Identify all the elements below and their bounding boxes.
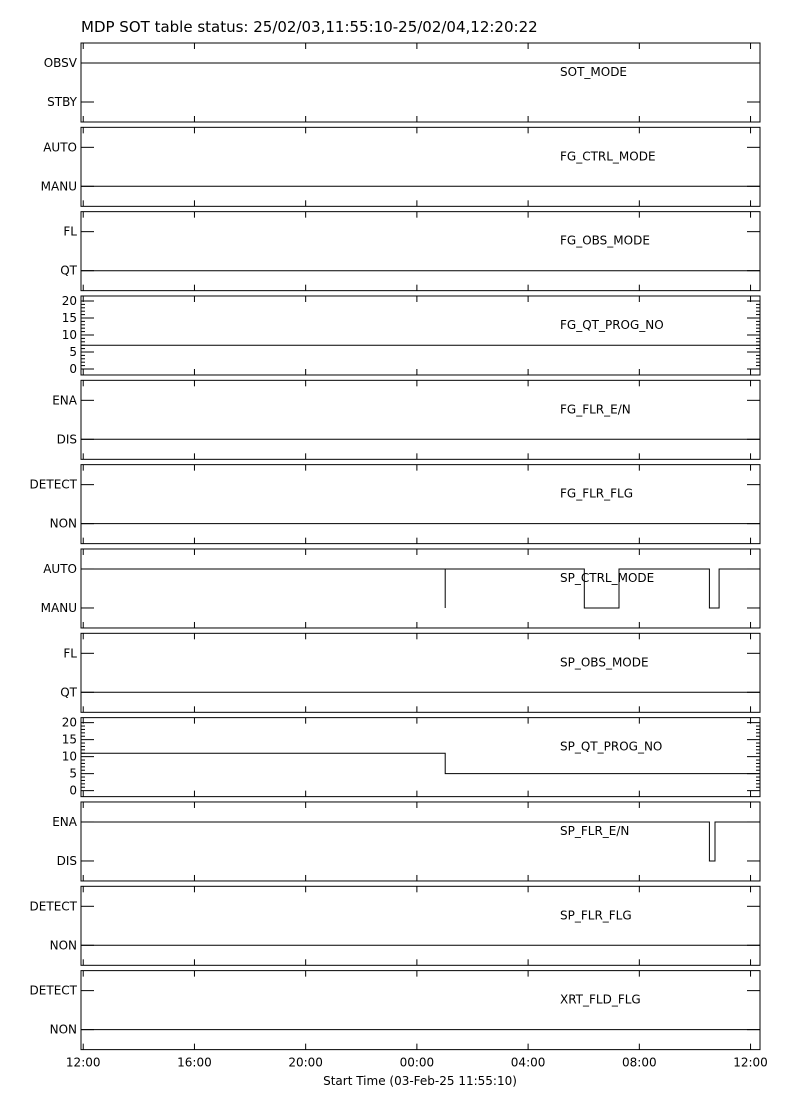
x-tick-label: 08:00: [622, 1055, 657, 1070]
panel-frame: [81, 43, 760, 122]
panel-name-label: SP_FLR_E/N: [560, 823, 630, 838]
series-line: [81, 753, 760, 773]
chart-title: MDP SOT table status: 25/02/03,11:55:10-25/02/04,12:20:22: [81, 18, 538, 36]
y-tick-label: MANU: [40, 179, 77, 194]
panel-name-label: FG_CTRL_MODE: [560, 149, 656, 164]
y-tick-label: 20: [61, 293, 77, 308]
y-tick-label: 5: [69, 766, 77, 781]
x-tick-label: 20:00: [288, 1055, 323, 1070]
y-tick-label: 10: [61, 749, 77, 764]
panel-name-label: SP_OBS_MODE: [560, 655, 649, 670]
panel-frame: [81, 296, 760, 375]
y-tick-label: DETECT: [29, 477, 77, 492]
panel-sp-obs-mode: [60, 633, 760, 712]
panel-name-label: FG_OBS_MODE: [560, 233, 650, 248]
panel-sp-qt-prog-no: [62, 716, 760, 798]
y-tick-label: 15: [61, 310, 77, 325]
panel-name-label: SP_CTRL_MODE: [560, 570, 655, 585]
y-tick-label: AUTO: [43, 140, 77, 155]
y-tick-label: OBSV: [43, 56, 77, 70]
y-tick-label: DETECT: [29, 899, 77, 914]
panel-fg-flr-e-n: [52, 380, 760, 459]
y-tick-label: STBY: [47, 95, 77, 109]
series-line: [81, 822, 760, 861]
y-tick-label: ENA: [52, 814, 77, 829]
panel-frame: [81, 886, 760, 965]
x-axis-title: Start Time (03-Feb-25 11:55:10): [323, 1074, 517, 1088]
y-tick-label: 15: [61, 732, 77, 747]
x-axis-group: [66, 1056, 768, 1070]
panel-name-label: SP_FLR_FLG: [560, 908, 632, 923]
y-tick-label: NON: [49, 938, 77, 953]
y-tick-label: NON: [49, 516, 77, 531]
panel-name-label: SOT_MODE: [560, 65, 628, 79]
y-tick-label: 5: [69, 344, 77, 359]
panel-fg-qt-prog-no: [62, 294, 760, 376]
panel-frame: [81, 549, 760, 628]
series-line: [81, 569, 760, 608]
panels-group: [30, 43, 760, 1050]
y-tick-label: NON: [49, 1022, 77, 1037]
y-tick-label: 20: [61, 715, 77, 730]
panel-sp-flr-flg: [30, 886, 760, 965]
panel-fg-ctrl-mode: [41, 127, 760, 206]
y-tick-label: ENA: [52, 393, 77, 408]
panel-frame: [81, 212, 760, 291]
y-tick-label: AUTO: [43, 561, 77, 576]
panel-frame: [81, 633, 760, 712]
panel-sp-flr-e-n: [52, 802, 760, 881]
panel-fg-obs-mode: [60, 212, 760, 291]
panel-frame: [81, 802, 760, 881]
x-tick-label: 12:00: [65, 1055, 101, 1070]
x-tick-label: 00:00: [399, 1055, 435, 1070]
panel-name-label: XRT_FLD_FLG: [560, 992, 641, 1007]
panel-frame: [81, 127, 760, 206]
panel-xrt-fld-flg: [30, 971, 760, 1050]
y-tick-label: DIS: [56, 853, 77, 868]
panel-sot-mode: [44, 43, 760, 122]
y-tick-label: DIS: [56, 432, 77, 447]
panel-frame: [81, 718, 760, 797]
x-tick-label: 04:00: [510, 1055, 546, 1070]
y-tick-label: FL: [63, 224, 77, 239]
x-tick-label: 12:00: [733, 1055, 768, 1070]
panel-name-label: FG_QT_PROG_NO: [560, 317, 664, 332]
panel-sp-ctrl-mode: [41, 549, 760, 628]
panel-frame: [81, 465, 760, 544]
y-tick-label: MANU: [40, 600, 77, 615]
panel-fg-flr-flg: [30, 465, 760, 544]
panel-name-label: SP_QT_PROG_NO: [560, 739, 663, 754]
panel-frame: [81, 380, 760, 459]
y-tick-label: QT: [60, 685, 77, 700]
y-tick-label: 0: [69, 783, 77, 798]
x-tick-label: 16:00: [177, 1055, 212, 1070]
panel-name-label: FG_FLR_FLG: [560, 486, 634, 501]
y-tick-label: FL: [63, 646, 77, 661]
y-tick-label: 0: [69, 361, 77, 376]
y-tick-label: 10: [61, 327, 77, 342]
y-tick-label: DETECT: [29, 983, 77, 998]
panel-frame: [81, 971, 760, 1050]
panel-name-label: FG_FLR_E/N: [560, 402, 631, 417]
y-tick-label: QT: [60, 263, 77, 278]
